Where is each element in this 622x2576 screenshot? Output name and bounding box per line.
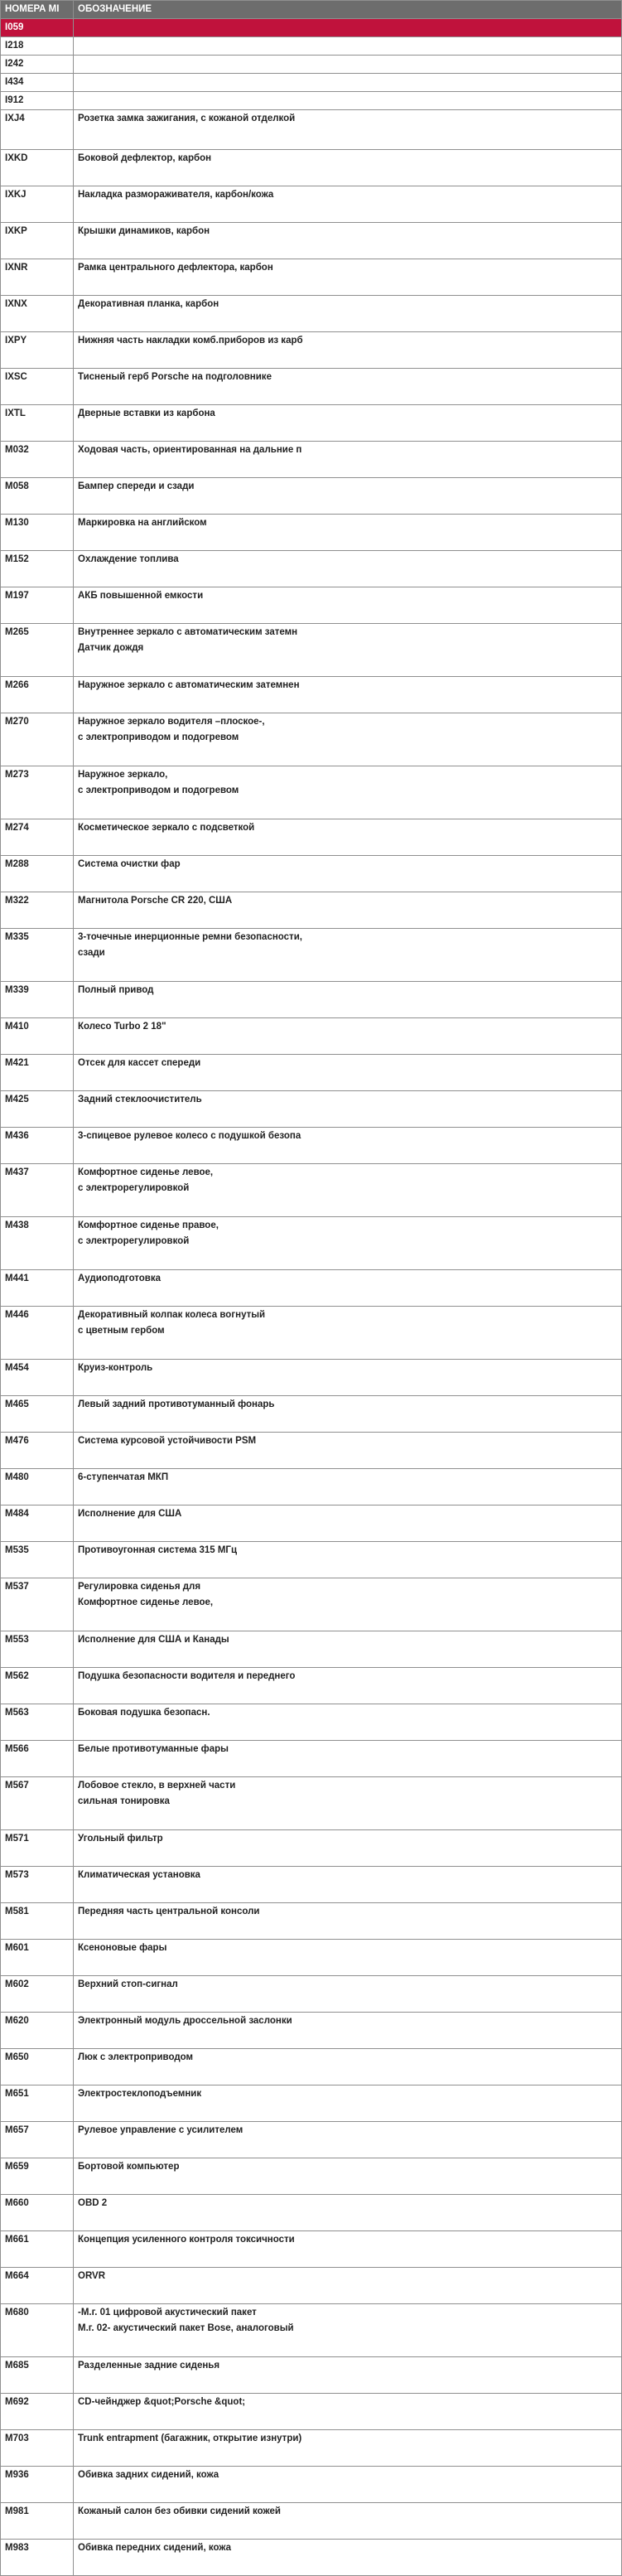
option-description: Боковой дефлектор, карбон <box>74 150 622 186</box>
table-row <box>1 1505 622 1542</box>
option-description: Наружное зеркало водителя –плоское-, с электроприводом и подогревом <box>74 713 622 766</box>
option-code: M692 <box>1 2394 74 2430</box>
table-row <box>1 1668 622 1704</box>
option-code: I434 <box>1 74 74 92</box>
option-code: IXNR <box>1 259 74 296</box>
option-code: M265 <box>1 624 74 677</box>
option-description: Климатическая установка <box>74 1867 622 1903</box>
option-description: Магнитола Porsche CR 220, США <box>74 892 622 929</box>
option-code: M650 <box>1 2049 74 2085</box>
table-row <box>1 587 622 624</box>
table-row <box>1 1578 622 1631</box>
table-row <box>1 2540 622 2576</box>
option-code: IXKJ <box>1 186 74 223</box>
table-row <box>1 766 622 819</box>
option-description: Бампер спереди и сзади <box>74 478 622 515</box>
table-row <box>1 624 622 677</box>
option-code: M130 <box>1 515 74 551</box>
table-row <box>1 1360 622 1396</box>
table-row <box>1 1830 622 1867</box>
table-row <box>1 551 622 587</box>
option-description: Электронный модуль дроссельной заслонки <box>74 2013 622 2049</box>
option-code: M537 <box>1 1578 74 1631</box>
option-description: Рамка центрального дефлектора, карбон <box>74 259 622 296</box>
table-row <box>1 2013 622 2049</box>
option-code: M322 <box>1 892 74 929</box>
option-description: Белые противотуманные фары <box>74 1741 622 1777</box>
table-row <box>1 1091 622 1128</box>
table-row <box>1 2085 622 2122</box>
option-code: M480 <box>1 1469 74 1505</box>
option-code: IXKP <box>1 223 74 259</box>
option-code: M563 <box>1 1704 74 1741</box>
option-description: Маркировка на английском <box>74 515 622 551</box>
table-row <box>1 892 622 929</box>
option-description <box>74 56 622 74</box>
table-header-row <box>1 1 622 19</box>
option-description: OBD 2 <box>74 2195 622 2231</box>
option-code: M335 <box>1 929 74 982</box>
option-description: Ксеноновые фары <box>74 1940 622 1976</box>
table-row <box>1 1777 622 1830</box>
table-row <box>1 150 622 186</box>
option-description: Охлаждение топлива <box>74 551 622 587</box>
table-row <box>1 1976 622 2013</box>
option-description: Разделенные задние сиденья <box>74 2357 622 2394</box>
table-row <box>1 223 622 259</box>
option-description: Концепция усиленного контроля токсичности <box>74 2231 622 2268</box>
option-code: M266 <box>1 677 74 713</box>
table-row <box>1 186 622 223</box>
table-row <box>1 1940 622 1976</box>
option-description: Trunk entrapment (багажник, открытие изнутри) <box>74 2430 622 2467</box>
option-description <box>74 92 622 110</box>
option-code: M058 <box>1 478 74 515</box>
table-body <box>1 19 622 2576</box>
option-description: Кожаный салон без обивки сидений кожей <box>74 2503 622 2540</box>
option-code: M983 <box>1 2540 74 2576</box>
table-row <box>1 56 622 74</box>
option-code: M660 <box>1 2195 74 2231</box>
option-description: Ходовая часть, ориентированная на дальние п <box>74 442 622 478</box>
option-code: M664 <box>1 2268 74 2304</box>
option-code: M657 <box>1 2122 74 2158</box>
option-code: M601 <box>1 1940 74 1976</box>
table-row <box>1 677 622 713</box>
table-row <box>1 1903 622 1940</box>
table-row <box>1 332 622 369</box>
option-description: Нижняя часть накладки комб.приборов из карб <box>74 332 622 369</box>
option-description: Регулировка сиденья для Комфортное сиденье левое, <box>74 1578 622 1631</box>
option-description: Люк с электроприводом <box>74 2049 622 2085</box>
option-description: Рулевое управление с усилителем <box>74 2122 622 2158</box>
option-code: M571 <box>1 1830 74 1867</box>
option-description: Аудиоподготовка <box>74 1270 622 1307</box>
option-code: M659 <box>1 2158 74 2195</box>
header-description: ОБОЗНАЧЕНИЕ <box>74 1 622 19</box>
option-description <box>74 37 622 56</box>
option-description: Внутреннее зеркало с автоматическим затемн Датчик дождя <box>74 624 622 677</box>
table-row <box>1 2231 622 2268</box>
option-code: M562 <box>1 1668 74 1704</box>
option-description: Угольный фильтр <box>74 1830 622 1867</box>
option-description: Передняя часть центральной консоли <box>74 1903 622 1940</box>
option-code: IXPY <box>1 332 74 369</box>
option-code: M553 <box>1 1631 74 1668</box>
option-description: Розетка замка зажигания, с кожаной отделкой <box>74 110 622 150</box>
option-code: I218 <box>1 37 74 56</box>
option-description: CD-чейнджер &quot;Porsche &quot; <box>74 2394 622 2430</box>
option-description: Крышки динамиков, карбон <box>74 223 622 259</box>
table-row <box>1 1704 622 1741</box>
option-code: M421 <box>1 1055 74 1091</box>
option-description: Полный привод <box>74 982 622 1018</box>
option-code: M438 <box>1 1217 74 1270</box>
option-description: Наружное зеркало с автоматическим затемнен <box>74 677 622 713</box>
option-code: M273 <box>1 766 74 819</box>
option-description: Комфортное сиденье левое, с электрорегулировкой <box>74 1164 622 1217</box>
table-row <box>1 92 622 110</box>
table-row <box>1 819 622 856</box>
table-row <box>1 982 622 1018</box>
option-code: M476 <box>1 1433 74 1469</box>
table-row <box>1 1396 622 1433</box>
option-code: M425 <box>1 1091 74 1128</box>
option-code: IXNX <box>1 296 74 332</box>
table-row <box>1 2467 622 2503</box>
option-description: Верхний стоп-сигнал <box>74 1976 622 2013</box>
table-row <box>1 478 622 515</box>
table-row <box>1 1164 622 1217</box>
option-code: M602 <box>1 1976 74 2013</box>
option-code: M484 <box>1 1505 74 1542</box>
table-row <box>1 2357 622 2394</box>
option-code: M454 <box>1 1360 74 1396</box>
option-code: M274 <box>1 819 74 856</box>
option-code: M620 <box>1 2013 74 2049</box>
option-description: Бортовой компьютер <box>74 2158 622 2195</box>
table-row <box>1 2268 622 2304</box>
option-code: M441 <box>1 1270 74 1307</box>
option-description: Противоугонная система 315 МГц <box>74 1542 622 1578</box>
table-row <box>1 856 622 892</box>
option-code: M339 <box>1 982 74 1018</box>
option-description: Электростеклоподъемник <box>74 2085 622 2122</box>
option-code: M573 <box>1 1867 74 1903</box>
option-description: 3-точечные инерционные ремни безопасности, сзади <box>74 929 622 982</box>
table-row <box>1 2394 622 2430</box>
table-row <box>1 37 622 56</box>
option-description: Круиз-контроль <box>74 1360 622 1396</box>
option-code: M566 <box>1 1741 74 1777</box>
table-row <box>1 2304 622 2357</box>
table-row <box>1 1055 622 1091</box>
option-description: Комфортное сиденье правое, с электрорегулировкой <box>74 1217 622 1270</box>
table-row <box>1 929 622 982</box>
table-row <box>1 2122 622 2158</box>
option-code: IXTL <box>1 405 74 442</box>
table-row <box>1 1307 622 1360</box>
table-row <box>1 2195 622 2231</box>
option-code: M197 <box>1 587 74 624</box>
table-row <box>1 259 622 296</box>
option-description: Система очистки фар <box>74 856 622 892</box>
option-code: M680 <box>1 2304 74 2357</box>
option-code: M567 <box>1 1777 74 1830</box>
table-row <box>1 1018 622 1055</box>
table-row <box>1 1270 622 1307</box>
option-description: Декоративная планка, карбон <box>74 296 622 332</box>
option-code: I912 <box>1 92 74 110</box>
option-description: Накладка размораживателя, карбон/кожа <box>74 186 622 223</box>
option-description: Наружное зеркало, с электроприводом и подогревом <box>74 766 622 819</box>
option-code: M981 <box>1 2503 74 2540</box>
table-row <box>1 1128 622 1164</box>
option-code: M270 <box>1 713 74 766</box>
option-code: IXJ4 <box>1 110 74 150</box>
option-description: Тисненый герб Porsche на подголовнике <box>74 369 622 405</box>
option-description: Отсек для кассет спереди <box>74 1055 622 1091</box>
table-row <box>1 19 622 37</box>
table-row <box>1 2503 622 2540</box>
option-code: M651 <box>1 2085 74 2122</box>
option-description: Подушка безопасности водителя и переднего <box>74 1668 622 1704</box>
option-description: Дверные вставки из карбона <box>74 405 622 442</box>
option-description: Исполнение для США <box>74 1505 622 1542</box>
option-description: АКБ повышенной емкости <box>74 587 622 624</box>
option-code: M465 <box>1 1396 74 1433</box>
option-description: Система курсовой устойчивости PSM <box>74 1433 622 1469</box>
option-code: M152 <box>1 551 74 587</box>
option-code: M581 <box>1 1903 74 1940</box>
option-description: Исполнение для США и Канады <box>74 1631 622 1668</box>
table-row <box>1 442 622 478</box>
table-row <box>1 1433 622 1469</box>
option-code: M436 <box>1 1128 74 1164</box>
option-code: M437 <box>1 1164 74 1217</box>
option-description: Обивка передних сидений, кожа <box>74 2540 622 2576</box>
option-code: I059 <box>1 19 74 37</box>
table-row <box>1 515 622 551</box>
option-code: M703 <box>1 2430 74 2467</box>
option-code: M410 <box>1 1018 74 1055</box>
option-code: M535 <box>1 1542 74 1578</box>
table-row <box>1 713 622 766</box>
option-code: M936 <box>1 2467 74 2503</box>
option-description: Задний стеклоочиститель <box>74 1091 622 1128</box>
table-row <box>1 110 622 150</box>
option-description: Колесо Turbo 2 18" <box>74 1018 622 1055</box>
option-description: Обивка задних сидений, кожа <box>74 2467 622 2503</box>
option-description: 3-спицевое рулевое колесо с подушкой безопа <box>74 1128 622 1164</box>
table-row <box>1 2049 622 2085</box>
table-row <box>1 1867 622 1903</box>
option-code: M661 <box>1 2231 74 2268</box>
option-description: Лобовое стекло, в верхней части сильная тонировка <box>74 1777 622 1830</box>
option-code: M685 <box>1 2357 74 2394</box>
table-row <box>1 1741 622 1777</box>
option-description: ORVR <box>74 2268 622 2304</box>
option-code: I242 <box>1 56 74 74</box>
table-row <box>1 1542 622 1578</box>
option-code: IXKD <box>1 150 74 186</box>
option-description <box>74 74 622 92</box>
table-row <box>1 1217 622 1270</box>
option-code: M288 <box>1 856 74 892</box>
option-description: Декоративный колпак колеса вогнутый с цветным гербом <box>74 1307 622 1360</box>
option-description: Левый задний противотуманный фонарь <box>74 1396 622 1433</box>
table-row <box>1 405 622 442</box>
option-description: Боковая подушка безопасн. <box>74 1704 622 1741</box>
option-code: IXSC <box>1 369 74 405</box>
table-row <box>1 2158 622 2195</box>
option-code: M446 <box>1 1307 74 1360</box>
table-row <box>1 1469 622 1505</box>
table-row <box>1 1631 622 1668</box>
table-row <box>1 369 622 405</box>
option-description: Косметическое зеркало с подсветкой <box>74 819 622 856</box>
table-row <box>1 74 622 92</box>
option-code: M032 <box>1 442 74 478</box>
table-row <box>1 296 622 332</box>
option-description <box>74 19 622 37</box>
table-row <box>1 2430 622 2467</box>
header-code: НОМЕРА MI <box>1 1 74 19</box>
option-description: 6-ступенчатая МКП <box>74 1469 622 1505</box>
option-description: -M.г. 01 цифровой акустический пакет M.г. 02- акустический пакет Bose, аналоговый <box>74 2304 622 2357</box>
